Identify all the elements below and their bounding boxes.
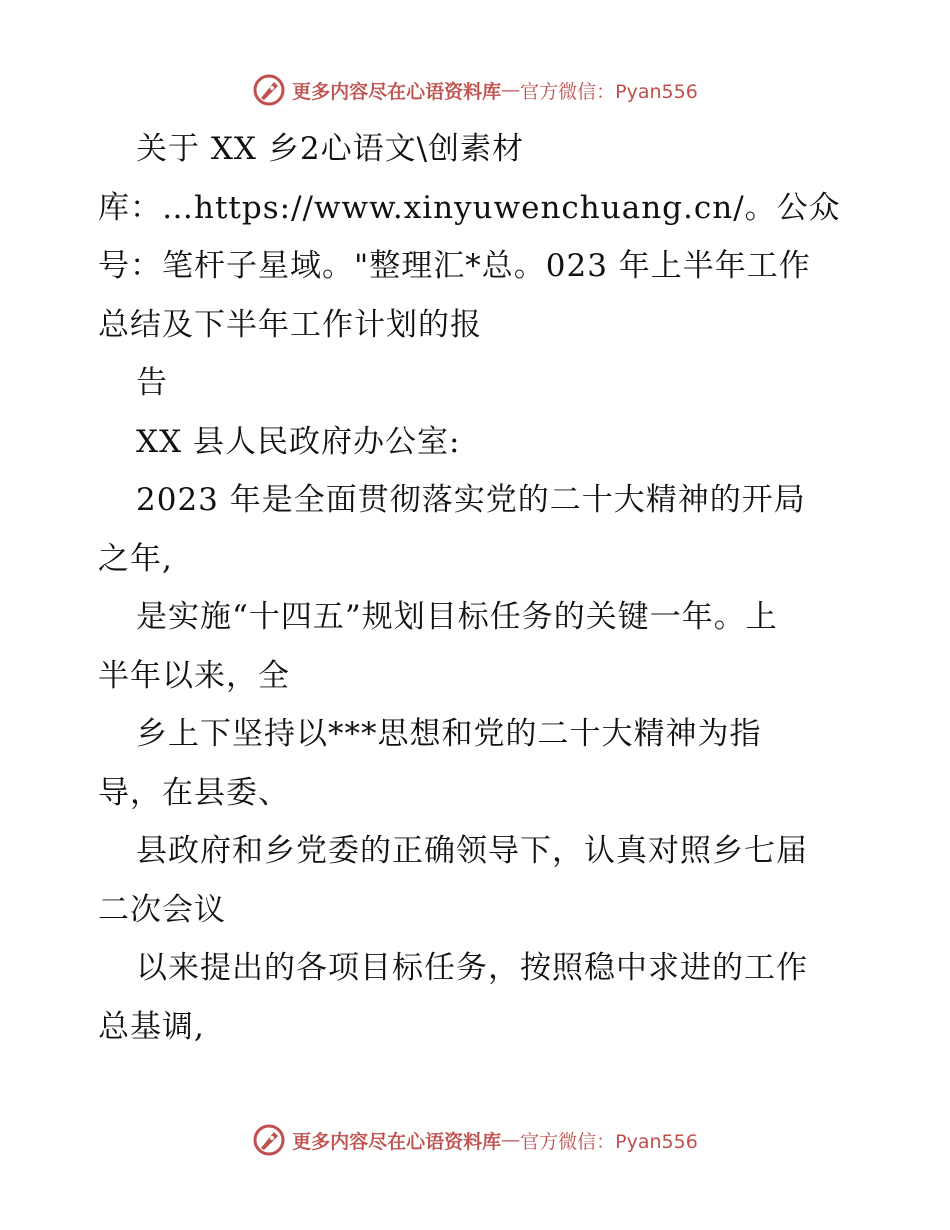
text-line: 2023 年是全面贯彻落实党的二十大精神的开局 bbox=[136, 482, 806, 518]
pen-nib-logo-icon bbox=[252, 73, 286, 107]
text-line: 半年以来，全 bbox=[98, 657, 290, 694]
text-line: 之年, bbox=[98, 540, 173, 577]
text-line: 号：笔杆子星域。"整理汇*总。023 年上半年工作 bbox=[98, 248, 811, 284]
text-line: 以来提出的各项目标任务，按照稳中求进的工作 bbox=[136, 950, 808, 986]
text-line: 关于 XX 乡2心语文\创素材 bbox=[136, 131, 525, 167]
text-line: 库：…https://www.xinyuwenchuang.cn/。公众 bbox=[98, 189, 841, 226]
watermark-wechat-text: 官方微信：Pyan556 bbox=[520, 1130, 698, 1153]
text-line: 总基调, bbox=[98, 1008, 205, 1045]
text-line: 县政府和乡党委的正确领导下，认真对照乡七届 bbox=[136, 833, 808, 869]
text-line: 总结及下半年工作计划的报 bbox=[98, 306, 482, 343]
watermark-separator: — bbox=[501, 79, 521, 101]
watermark-main-text: 更多内容尽在心语资料库 bbox=[292, 1130, 502, 1153]
watermark-wechat-text: 官方微信：Pyan556 bbox=[520, 80, 698, 103]
watermark-separator: — bbox=[501, 1129, 521, 1151]
text-line: XX 县人民政府办公室: bbox=[136, 423, 461, 460]
pen-nib-logo-icon bbox=[252, 1123, 286, 1157]
footer-watermark bbox=[0, 1120, 950, 1160]
header-watermark bbox=[0, 70, 950, 110]
text-line: 导，在县委、 bbox=[98, 774, 290, 811]
text-line: 告 bbox=[136, 365, 168, 401]
text-line: 乡上下坚持以***思想和党的二十大精神为指 bbox=[136, 716, 762, 752]
text-line: 二次会议 bbox=[98, 891, 226, 928]
text-line: 是实施“十四五”规划目标任务的关键一年。上 bbox=[136, 599, 778, 635]
document-body bbox=[98, 120, 858, 1056]
watermark-main-text: 更多内容尽在心语资料库 bbox=[292, 80, 502, 103]
